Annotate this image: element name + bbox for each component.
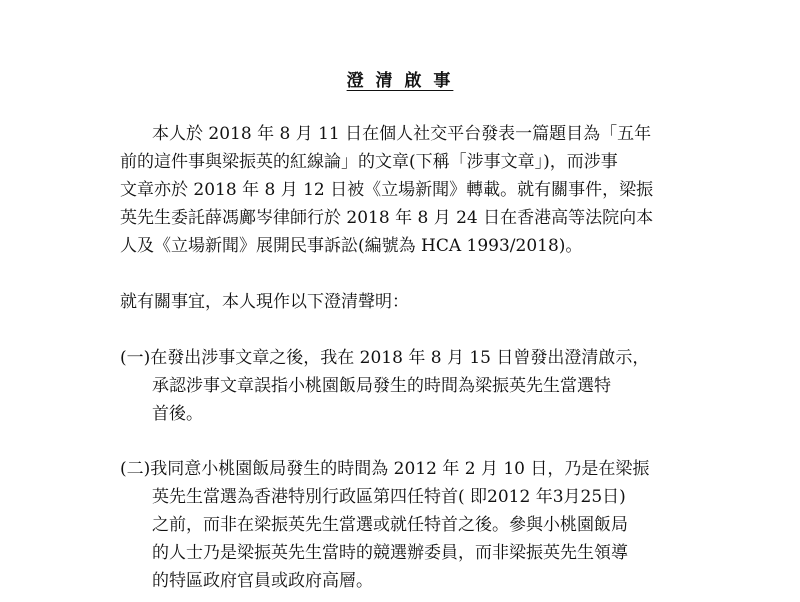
item1-line-3: 首後。 xyxy=(152,404,203,424)
item1-line-1: (一)在發出涉事文章之後，我在 2018 年 8 月 15 日曾發出澄清啟示， xyxy=(120,348,650,368)
paragraph1-line-5: 人及《立場新聞》展開民事訴訟(編號為 HCA 1993/2018)。 xyxy=(120,236,583,256)
paragraph1-line-2: 前的這件事與梁振英的紅線論」的文章(下稱「涉事文章」)，而涉事 xyxy=(120,152,618,172)
paragraph1-line-4: 英先生委託薛馮鄺岑律師行於 2018 年 8 月 24 日在香港高等法院向本 xyxy=(120,208,654,228)
document-title-text: 澄 清 啟 事 xyxy=(346,71,454,91)
item1-line-2: 承認涉事文章誤指小桃園飯局發生的時間為梁振英先生當選特 xyxy=(152,376,611,396)
item2-line-4: 的人士乃是梁振英先生當時的競選辦委員，而非梁振英先生領導 xyxy=(152,543,628,563)
item2-line-5: 的特區政府官員或政府高層。 xyxy=(152,571,373,591)
document-title xyxy=(0,66,800,91)
paragraph1-line-3: 文章亦於 2018 年 8 月 12 日被《立場新聞》轉載。就有關事件，梁振 xyxy=(120,180,654,200)
item2-line-3: 之前，而非在梁振英先生當選或就任特首之後。參與小桃園飯局 xyxy=(152,515,628,535)
paragraph2-line: 就有關事宜，本人現作以下澄清聲明： xyxy=(120,292,409,312)
item2-line-1: (二)我同意小桃園飯局發生的時間為 2012 年 2 月 10 日，乃是在梁振 xyxy=(120,459,650,479)
paragraph1-line-1: 本人於 2018 年 8 月 11 日在個人社交平台發表一篇題目為「五年 xyxy=(152,124,652,144)
item2-line-2: 英先生當選為香港特別行政區第四任特首( 即2012 年3月25日) xyxy=(152,487,626,507)
